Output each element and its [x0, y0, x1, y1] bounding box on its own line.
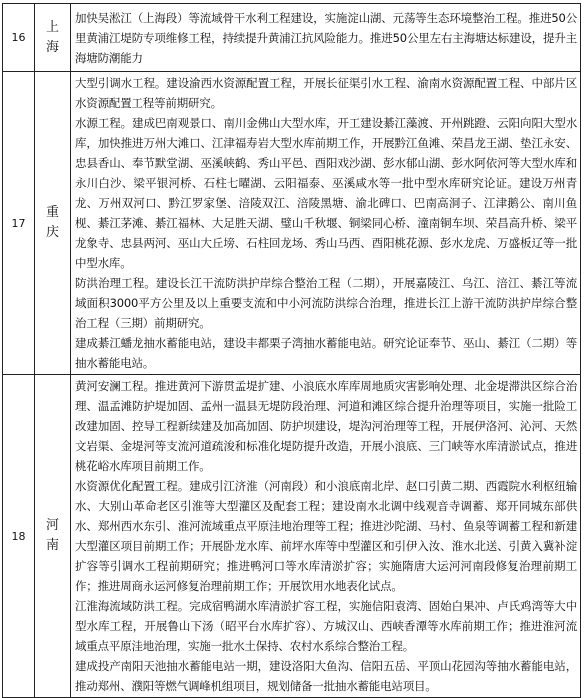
row-number: 17 [3, 72, 35, 375]
content-paragraph: 江淮海流域防洪工程。完成宿鸭湖水库清淤扩容工程，实施信阳袁湾、固始白果冲、卢氏鸡湾等大中型水库工程，开展鲁山下汤（昭平台水库扩容）、方城汉山、西峡香潭等水库前期工作；推进淮河流域重点平原洼地治理，实施一批水土保持、农村水系综合整治工程。 [75, 599, 577, 653]
table-row [3, 72, 581, 375]
content-paragraph: 防洪治理工程。建设长江干流防洪护岸综合整治工程（二期），开展嘉陵江、乌江、涪江、綦江等流域面积3000平方公里及以上重要支流和中小河流防洪综合治理，推进长江上游干流防洪护岸综合整治工程（三期）前期研究。 [75, 276, 577, 330]
row-number: 18 [3, 375, 35, 698]
province-char: 庆 [45, 225, 59, 240]
content-paragraph: 黄河安澜工程。推进黄河下游贯孟堤扩建、小浪底水库库周地质灾害影响处理、北金堤滞洪区综合治理、温孟滩防护堤加固、孟州一温县无堤防段治理、河道和滩区综合提升治理等项目，实施一批险工改建加固、控导工程新续建及加高加固、防护坝建设，堤沟河治理等工程，开展伊洛河、沁河、天然文岩渠、金堤河等支流河道疏浚和标准化堤防提升改造，开展小浪底、三门峡等水库清淤试点，推进桃花峪水库项目前期工作。 [75, 379, 577, 473]
province-char: 重 [45, 205, 59, 220]
content-paragraph: 水资源优化配置工程。建成引江济淮（河南段）和小浪底南北岸、赵口引黄二期、西霞院水利枢纽输水、大别山革命老区引淮等大型灌区及配套工程；建设南水北调中线观音寺调蓄、郑开同城东部供水、郑州西水东引、淮河流域重点平原洼地治理等工程；推进沙陀湖、马村、鱼泉等调蓄工程和新建大型灌区项目前期工作；开展卧龙水库、前坪水库等中型灌区和引伊入汝、淮水北送、引黄入冀补淀扩容等引调水工程前期研究；推进鸭河口等水库清淤扩容；实施隋唐大运河河南段修复治理前期工作；推进周商永运河修复治理前期工作；开展饮用水地表化试点。 [75, 479, 577, 593]
province-char: 海 [45, 39, 59, 55]
content-cell [71, 72, 581, 375]
content-cell [71, 375, 581, 698]
province-cell [35, 72, 71, 375]
project-table [2, 3, 581, 698]
province-char: 上 [45, 19, 59, 35]
content-paragraph: 加快吴淞江（上海段）等流域骨干水利工程建设，实施淀山湖、元荡等生态环境整治工程。推进50公里黄浦江堤防专项维修工程，持续提升黄浦江抗风险能力。推进50公里左右主海塘达标建设，提升主海塘防潮能力 [75, 10, 577, 65]
row-number: 16 [3, 4, 35, 72]
province-char: 南 [45, 538, 59, 553]
content-paragraph: 水源工程。建成巴南观景口、南川金佛山大型水库，开工建设綦江藻渡、开州跳蹬、云阳向阳大型水库，加快推进万州大滩口、江津福寿岩大型水库前期工作，开展黔江鱼滩、荣昌龙王湖、垫江永安、忠县香山、奉节默堂湖、巫溪峡鹤、秀山平邑、酉阳戏沙湖、彭水郁山湖、彭水阿依河等大型水库和永川白沙、梁平银河桥、石柱七曜湖、云阳福泰、巫溪咸水等一批中型水库研究论证。建设万州青龙、万州双河口、黔江罗家堡、涪陵双江、涪陵黑塘、渝北碑口、巴南高洞子、江津鹅公、南川鱼枧、綦江茅滩、綦江福林、大足胜天湖、璧山千秋堰、铜梁同心桥、潼南铜车坝、荣昌高升桥、梁平龙象寺、忠县两河、巫山大丘塝、石柱回龙场、秀山马西、酉阳桃花源、彭水龙虎、万盛板辽等一批中型水库。 [75, 116, 577, 270]
content-paragraph: 建成綦江蟠龙抽水蓄能电站，建设丰都栗子湾抽水蓄能电站。研究论证奉节、巫山、綦江（二期）等抽水蓄能电站。 [75, 336, 577, 370]
province-cell [35, 375, 71, 698]
province-cell [35, 4, 71, 72]
content-paragraph: 大型引调水工程。建设渝西水资源配置工程，开展长征渠引水工程、渝南水资源配置工程、中部片区水资源配置工程等前期研究。 [75, 76, 577, 110]
table-row [3, 4, 581, 72]
content-paragraph: 建成投产南阳天池抽水蓄能电站一期，建设洛阳大鱼沟、信阳五岳、平顶山花园沟等抽水蓄能电站，推动郑州、濮阳等燃气调峰机组项目，规划储备一批抽水蓄能电站项目。 [75, 659, 577, 693]
table-row [3, 375, 581, 698]
province-char: 河 [45, 518, 59, 533]
content-cell [71, 4, 581, 72]
